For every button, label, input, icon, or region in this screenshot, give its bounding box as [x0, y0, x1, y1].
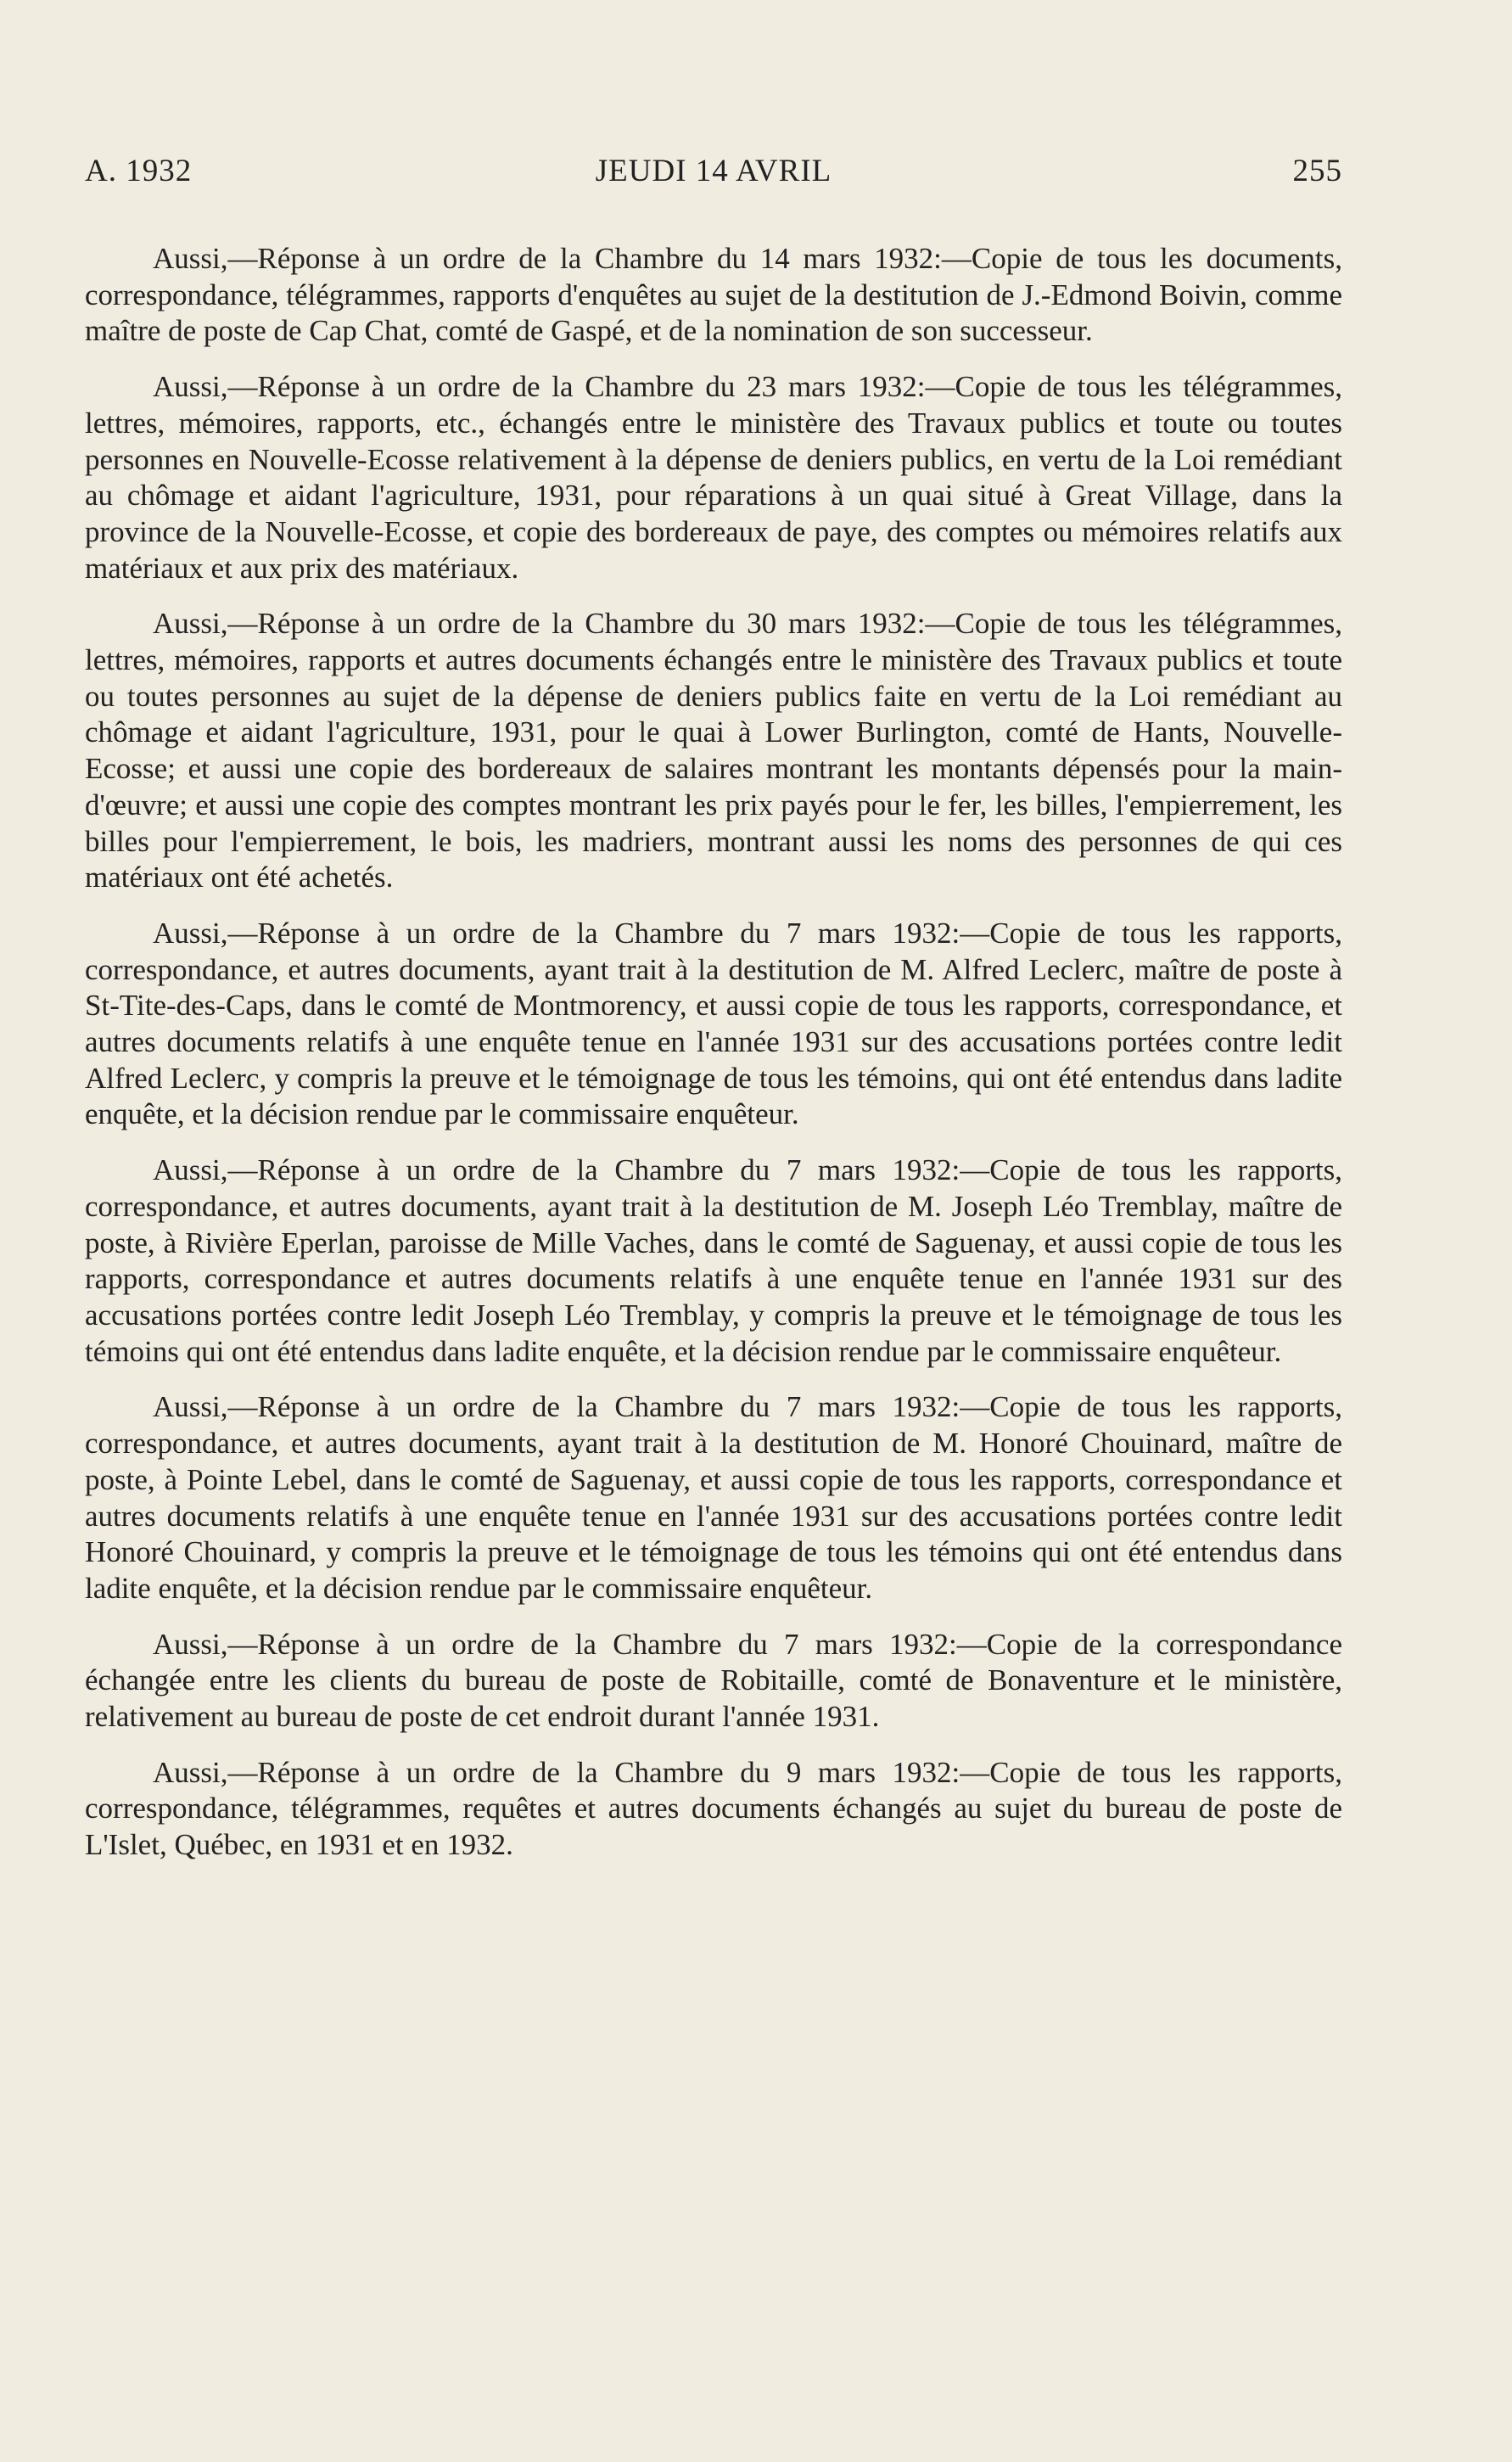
paragraph-6: Aussi,—Réponse à un ordre de la Chambre du 7 mars 1932:—Copie de tous les rapports, correspondance, et autres documents, ayant trait à la destitution de M. Honoré Chouinard, maître de poste, à Pointe Lebel, dans le comté de Saguenay, et aussi copie de tous les rapports, correspondance et autres documents relatifs à une enquête tenue en l'année 1931 sur des accusations portées contre ledit Honoré Chouinard, y compris la preuve et le témoignage de tous les témoins qui ont été entendus dans ladite enquête, et la décision rendue par le commissaire enquêteur. [85, 1390, 1342, 1605]
body-text [85, 241, 1342, 1883]
paragraph-2: Aussi,—Réponse à un ordre de la Chambre du 23 mars 1932:—Copie de tous les télégrammes, lettres, mémoires, rapports, etc., échangés entre le ministère des Travaux publics et toute ou toutes personnes en Nouvelle-Ecosse relativement à la dépense de deniers publics, en vertu de la Loi remédiant au chômage et aidant l'agriculture, 1931, pour réparations à un quai situé à Great Village, dans la province de la Nouvelle-Ecosse, et copie des bordereaux de paye, des comptes ou mémoires relatifs aux matériaux et aux prix des matériaux. [85, 370, 1342, 585]
header-year: A. 1932 [85, 154, 193, 188]
running-header [85, 153, 1342, 195]
paragraph-1: Aussi,—Réponse à un ordre de la Chambre du 14 mars 1932:—Copie de tous les documents, correspondance, télégrammes, rapports d'enquêtes au sujet de la destitution de J.-Edmond Boivin, comme maître de poste de Cap Chat, comté de Gaspé, et de la nomination de son successeur. [85, 242, 1342, 348]
header-date: JEUDI 14 AVRIL [595, 154, 832, 188]
paragraph-5: Aussi,—Réponse à un ordre de la Chambre du 7 mars 1932:—Copie de tous les rapports, correspondance, et autres documents, ayant trait à la destitution de M. Joseph Léo Tremblay, maître de poste, à Rivière Eperlan, paroisse de Mille Vaches, dans le comté de Saguenay, et aussi copie de tous les rapports, correspondance et autres documents relatifs à une enquête tenue en l'année 1931 sur des accusations portées contre ledit Joseph Léo Tremblay, y compris la preuve et le témoignage de tous les témoins qui ont été entendus dans ladite enquête, et la décision rendue par le commissaire enquêteur. [85, 1153, 1342, 1368]
paragraph-7: Aussi,—Réponse à un ordre de la Chambre du 7 mars 1932:—Copie de la correspondance échangée entre les clients du bureau de poste de Robitaille, comté de Bonaventure et le ministère, relativement au bureau de poste de cet endroit durant l'année 1931. [85, 1627, 1342, 1734]
page-number: 255 [1292, 154, 1342, 188]
paragraph-3: Aussi,—Réponse à un ordre de la Chambre du 30 mars 1932:—Copie de tous les télégrammes, lettres, mémoires, rapports et autres documents échangés entre le ministère des Travaux publics et toute ou toutes personnes au sujet de la dépense de deniers publics faite en vertu de la Loi remédiant au chômage et aidant l'agriculture, 1931, pour le quai à Lower Burlington, comté de Hants, Nouvelle-Ecosse; et aussi une copie des bordereaux de salaires montrant les montants dépensés pour la main-d'œuvre; et aussi une copie des comptes montrant les prix payés pour le fer, les billes, l'empierrement, les billes pour l'empierrement, le bois, les madriers, montrant aussi les noms des personnes de qui ces matériaux ont été achetés. [85, 607, 1342, 895]
paragraph-8: Aussi,—Réponse à un ordre de la Chambre du 9 mars 1932:—Copie de tous les rapports, correspondance, télégrammes, requêtes et autres documents échangés au sujet du bureau de poste de L'Islet, Québec, en 1931 et en 1932. [85, 1755, 1342, 1862]
paragraph-4: Aussi,—Réponse à un ordre de la Chambre du 7 mars 1932:—Copie de tous les rapports, correspondance, et autres documents, ayant trait à la destitution de M. Alfred Leclerc, maître de poste à St-Tite-des-Caps, dans le comté de Montmorency, et aussi copie de tous les rapports, correspondance, et autres documents relatifs à une enquête tenue en l'année 1931 sur des accusations portées contre ledit Alfred Leclerc, y compris la preuve et le témoignage de tous les témoins, qui ont été entendus dans ladite enquête, et la décision rendue par le commissaire enquêteur. [85, 916, 1342, 1131]
